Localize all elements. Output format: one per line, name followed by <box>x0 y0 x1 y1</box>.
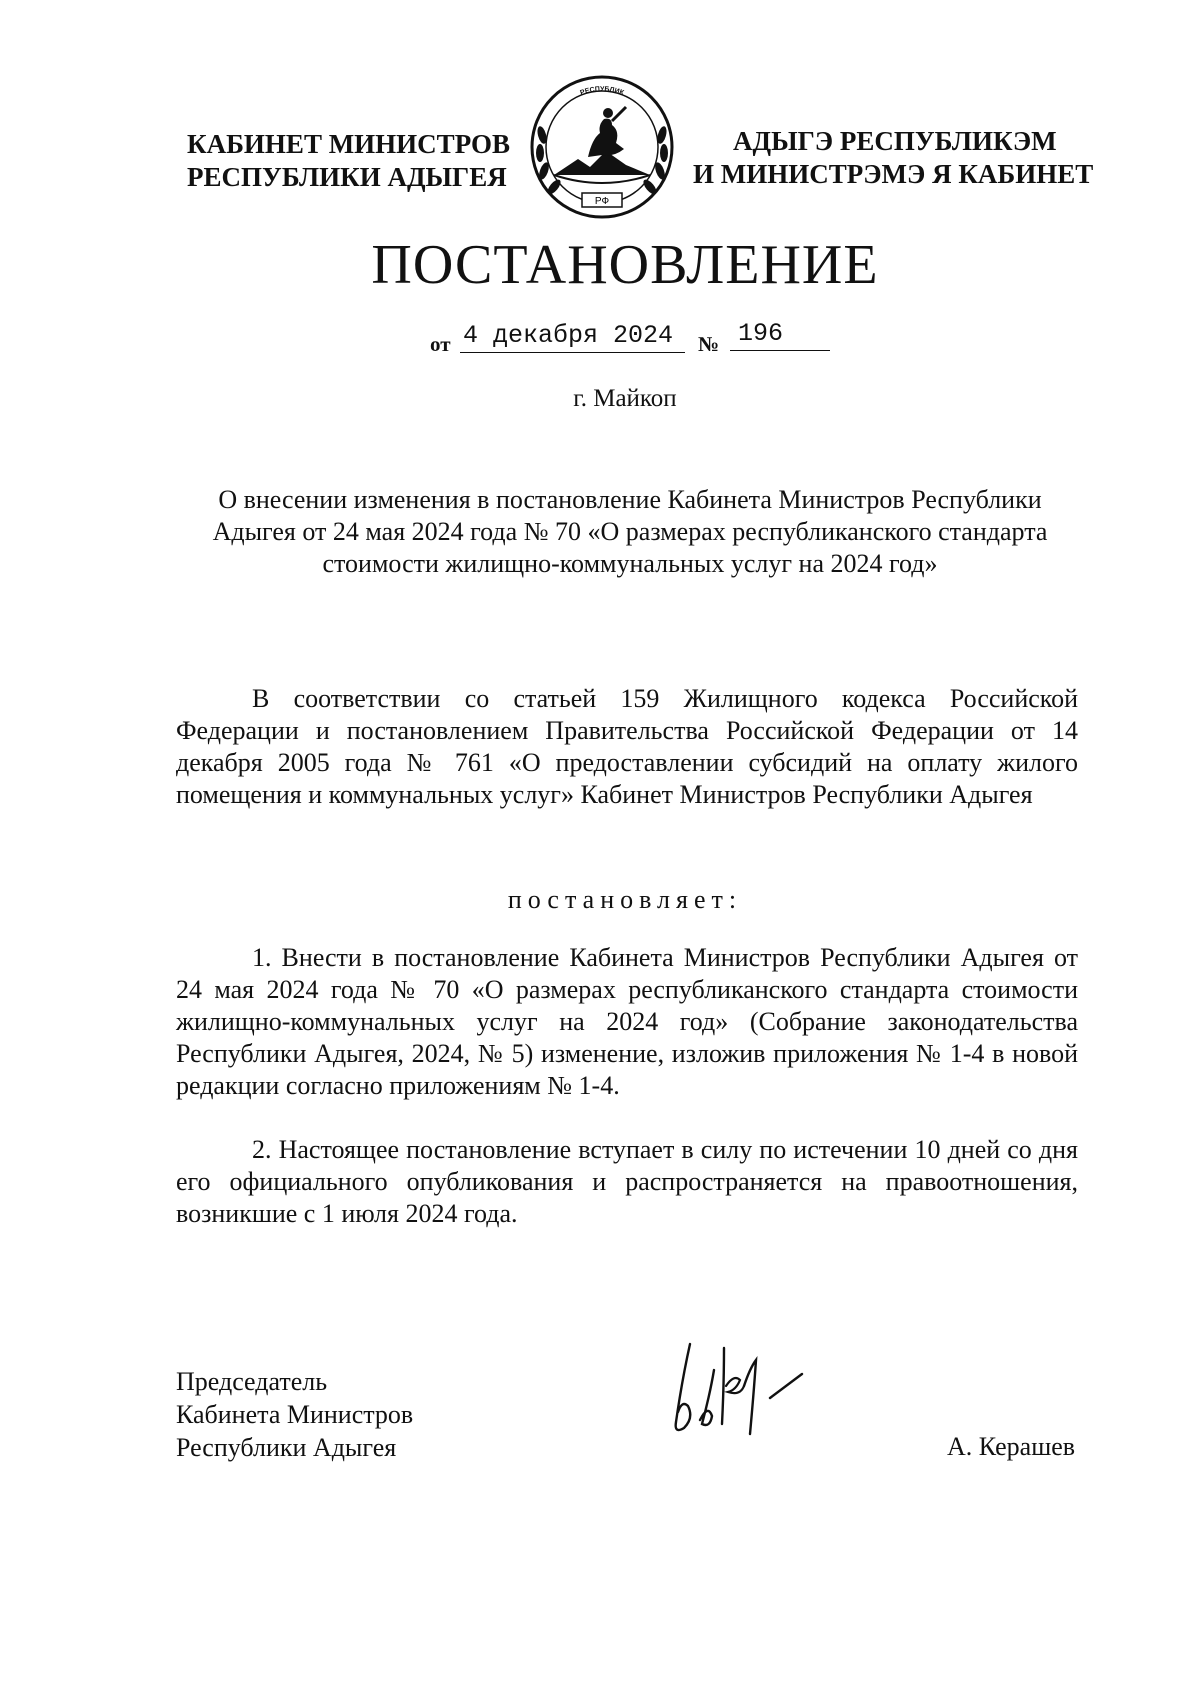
header-right-line2: И МИНИСТРЭМЭ Я КАБИНЕТ <box>693 159 1094 189</box>
svg-text:РЕСПУБЛИК: РЕСПУБЛИК <box>579 85 625 97</box>
header-left-line2: РЕСПУБЛИКИ АДЫГЕЯ <box>187 162 507 192</box>
document-date: 4 декабря 2024 <box>460 320 685 353</box>
signatory-title-line2: Кабинета Министров <box>176 1400 414 1429</box>
signatory-title <box>176 1365 413 1464</box>
city-line: г. Майкоп <box>573 385 677 412</box>
header-right <box>693 125 1093 191</box>
handwritten-signature-icon <box>670 1330 830 1440</box>
preamble-paragraph: В соответствии со статьей 159 Жилищного кодекса Российской Федерации и постановлением Правительства Российской Федерации от 14 декабря 2005 года № 761 «О предоставлении субсидий на оплату жилого помещения и коммунальных услуг» Кабинет Министров Республики Адыгея <box>176 684 1078 809</box>
document-title: ПОСТАНОВЛЕНИЕ <box>371 234 879 296</box>
item-1-paragraph: 1. Внести в постановление Кабинета Министров Республики Адыгея от 24 мая 2024 года № 70 «О размерах республиканского стандарта стоимости жилищно-коммунальных услуг на 2024 год» (Собрание законодательства Республики Адыгея, 2024, № 5) изменение, изложив приложения № 1-4 в новой редакции согласно приложениям № 1-4. <box>176 943 1078 1100</box>
header-right-line1: АДЫГЭ РЕСПУБЛИКЭМ <box>733 126 1057 156</box>
number-prefix: № <box>698 332 720 356</box>
signatory-title-line3: Республики Адыгея <box>176 1433 397 1462</box>
signatory-name: А. Керашев <box>947 1432 1076 1461</box>
date-prefix: от <box>430 332 451 356</box>
signatory-title-line1: Председатель <box>176 1367 328 1396</box>
decree-word: постановляет: <box>507 885 743 914</box>
document-number: 196 <box>730 318 830 351</box>
coat-of-arms-icon <box>528 73 676 221</box>
svg-text:РФ: РФ <box>594 196 610 207</box>
item-2-paragraph: 2. Настоящее постановление вступает в силу по истечении 10 дней со дня его официального опубликования и распространяется на правоотношения, возникшие с 1 июля 2024 года. <box>176 1135 1078 1228</box>
date-line <box>430 318 830 358</box>
header-left-line1: КАБИНЕТ МИНИСТРОВ <box>187 129 511 159</box>
document-subject: О внесении изменения в постановление Кабинета Министров Республики Адыгея от 24 мая 2024 года № 70 «О размерах республиканского стандарта стоимости жилищно-коммунальных услуг на 2024 год» <box>212 485 1048 578</box>
header-left <box>187 128 510 194</box>
